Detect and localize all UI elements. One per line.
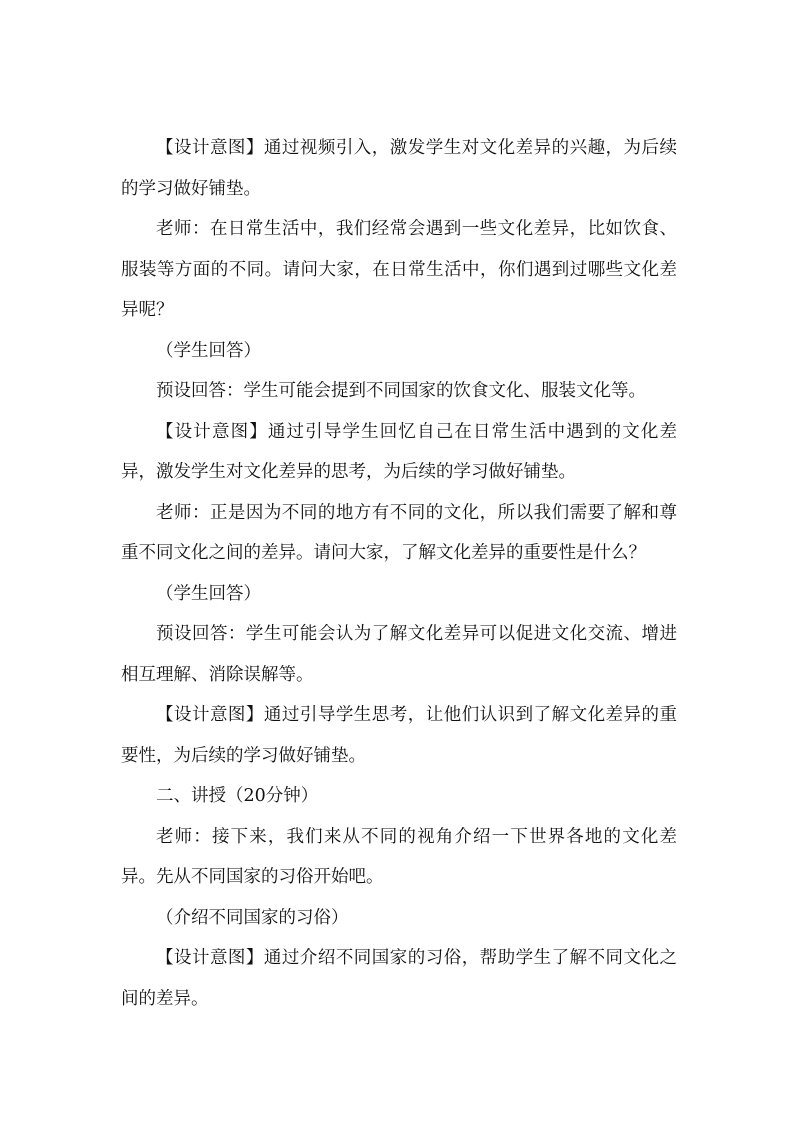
paragraph-design-intent-video: 【设计意图】通过视频引入，激发学生对文化差异的兴趣，为后续的学习做好铺垫。 — [121, 138, 677, 199]
paragraph-preset-answer-exchange: 预设回答：学生可能会认为了解文化差异可以促进文化交流、增进相互理解、消除误解等。 — [121, 624, 677, 685]
paragraph-design-intent-recall: 【设计意图】通过引导学生回忆自己在日常生活中遇到的文化差异，激发学生对文化差异的思考，为后续的学习做好铺垫。 — [121, 421, 677, 482]
paragraph-preset-answer-food: 预设回答：学生可能会提到不同国家的饮食文化、服装文化等。 — [156, 381, 646, 401]
document-body — [121, 128, 677, 1019]
paragraph-teacher-daily-life: 老师：在日常生活中，我们经常会遇到一些文化差异，比如饮食、服装等方面的不同。请问大家，在日常生活中，你们遇到过哪些文化差异呢？ — [121, 219, 677, 320]
paragraph-introduce-customs: （介绍不同国家的习俗） — [156, 907, 349, 928]
paragraph-design-intent-importance: 【设计意图】通过引导学生思考，让他们认识到了解文化差异的重要性，为后续的学习做好铺垫。 — [121, 705, 677, 766]
paragraph-design-intent-customs: 【设计意图】通过介绍不同国家的习俗，帮助学生了解不同文化之间的差异。 — [121, 948, 677, 1009]
section-heading-lecture: 二、讲授（20分钟） — [156, 786, 319, 806]
paragraph-teacher-importance: 老师：正是因为不同的地方有不同的文化，所以我们需要了解和尊重不同文化之间的差异。请问大家，了解文化差异的重要性是什么？ — [121, 502, 677, 563]
paragraph-teacher-next: 老师：接下来，我们来从不同的视角介绍一下世界各地的文化差异。先从不同国家的习俗开始吧。 — [121, 826, 677, 887]
paragraph-student-answer-2: （学生回答） — [156, 583, 261, 604]
paragraph-student-answer: （学生回答） — [156, 340, 261, 361]
